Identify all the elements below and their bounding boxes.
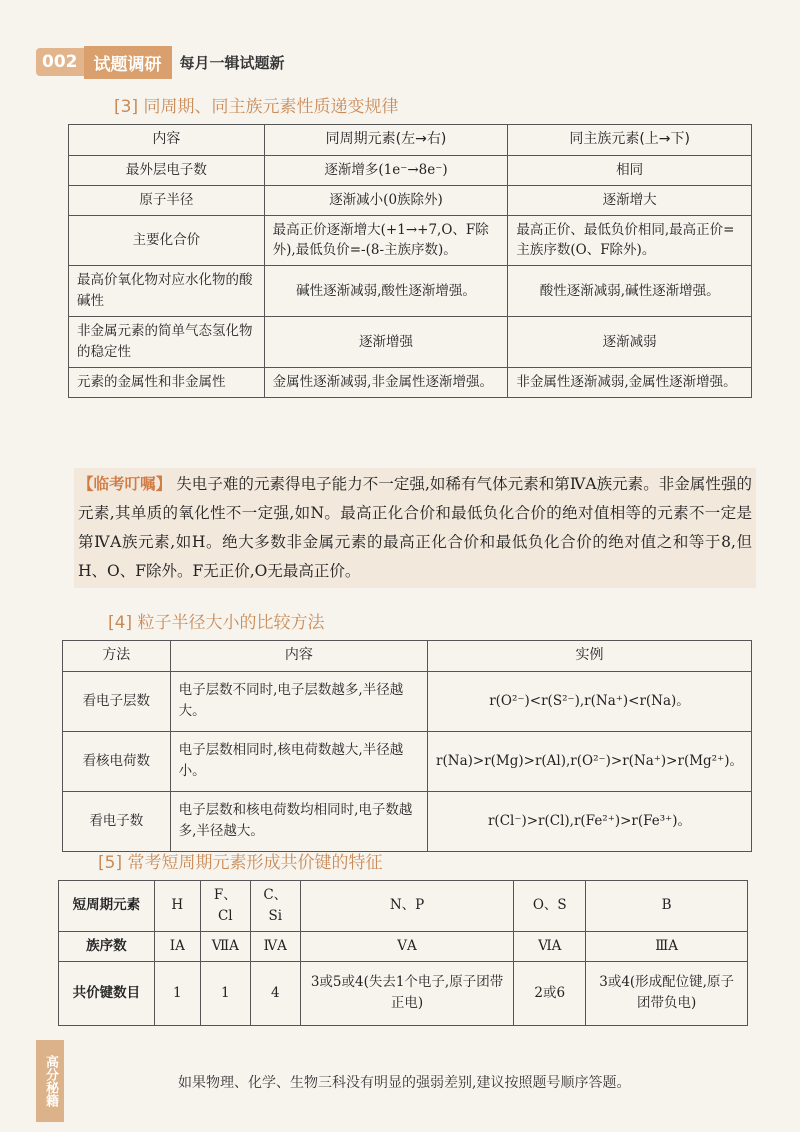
table-cell: 1 xyxy=(200,961,250,1025)
table-row xyxy=(69,368,752,398)
table-cell: 酸性逐渐减弱,碱性逐渐增强。 xyxy=(508,266,752,317)
table-cell: 最高价氧化物对应水化物的酸碱性 xyxy=(69,266,265,317)
table-row xyxy=(59,881,748,932)
row-header: 族序数 xyxy=(59,931,155,961)
table-cell: 最高正价、最低负价相同,最高正价=主族序数(O、F除外)。 xyxy=(508,215,752,266)
header-cell: 同主族元素(上→下) xyxy=(508,125,752,156)
table-cell: 金属性逐渐减弱,非金属性逐渐增强。 xyxy=(264,368,508,398)
table-row xyxy=(63,671,752,731)
table-row xyxy=(59,931,748,961)
periodic-trends-table xyxy=(68,124,752,398)
table-cell: N、P xyxy=(300,881,514,932)
table-cell: r(Na)>r(Mg)>r(Al),r(O²⁻)>r(Na⁺)>r(Mg²⁺)。 xyxy=(428,731,752,791)
table-cell: 非金属元素的简单气态氢化物的稳定性 xyxy=(69,317,265,368)
section4-title: [4] 粒子半径大小的比较方法 xyxy=(108,613,325,633)
radius-comparison-table xyxy=(62,640,752,852)
table-cell: 电子层数不同时,电子层数越多,半径越大。 xyxy=(170,671,427,731)
table-cell: F、Cl xyxy=(200,881,250,932)
table-row xyxy=(69,266,752,317)
table-cell: H xyxy=(154,881,200,932)
header-cell: 内容 xyxy=(170,641,427,672)
table-row xyxy=(69,215,752,266)
table-row xyxy=(69,317,752,368)
table-cell: 非金属性逐渐减弱,金属性逐渐增强。 xyxy=(508,368,752,398)
table-cell: 相同 xyxy=(508,155,752,185)
table-cell: 逐渐增多(1e⁻→8e⁻) xyxy=(264,155,508,185)
table-cell: ⅤA xyxy=(300,931,514,961)
header-cell: 内容 xyxy=(69,125,265,156)
row-header: 短周期元素 xyxy=(59,881,155,932)
table-header-row xyxy=(63,641,752,672)
table-cell: 逐渐减小(0族除外) xyxy=(264,185,508,215)
table-cell: 原子半径 xyxy=(69,185,265,215)
page-number: 002 xyxy=(36,48,84,76)
table-cell: 4 xyxy=(250,961,300,1025)
table-cell: r(O²⁻)<r(S²⁻),r(Na⁺)<r(Na)。 xyxy=(428,671,752,731)
table-cell: 电子层数和核电荷数均相同时,电子数越多,半径越大。 xyxy=(170,791,427,851)
exam-reminder-note xyxy=(74,468,756,588)
table-cell: B xyxy=(586,881,748,932)
table-cell: 3或4(形成配位键,原子团带负电) xyxy=(586,961,748,1025)
table-cell: 看核电荷数 xyxy=(63,731,171,791)
table-cell: 1 xyxy=(154,961,200,1025)
footer-tip: 如果物理、化学、生物三科没有明显的强弱差别,建议按照题号顺序答题。 xyxy=(178,1075,631,1091)
table-cell: ⅦA xyxy=(200,931,250,961)
row-header: 共价键数目 xyxy=(59,961,155,1025)
table-cell: C、Si xyxy=(250,881,300,932)
table-cell: 看电子层数 xyxy=(63,671,171,731)
table-header-row xyxy=(69,125,752,156)
table-row xyxy=(63,731,752,791)
header-cell: 实例 xyxy=(428,641,752,672)
table-cell: ⅢA xyxy=(586,931,748,961)
table-cell: ⅠA xyxy=(154,931,200,961)
table-row xyxy=(69,185,752,215)
table-cell: 逐渐增大 xyxy=(508,185,752,215)
table-row xyxy=(63,791,752,851)
table-cell: 2或6 xyxy=(514,961,586,1025)
table-row xyxy=(59,961,748,1025)
table-cell: 最高正价逐渐增大(+1→+7,O、F除外),最低负价=-(8-主族序数)。 xyxy=(264,215,508,266)
header-cell: 方法 xyxy=(63,641,171,672)
section-label: 试题调研 xyxy=(84,46,172,79)
table-cell: 3或5或4(失去1个电子,原子团带正电) xyxy=(300,961,514,1025)
table-cell: ⅥA xyxy=(514,931,586,961)
header-subtitle: 每月一辑试题新 xyxy=(179,53,285,72)
table-cell: 元素的金属性和非金属性 xyxy=(69,368,265,398)
section5-title: [5] 常考短周期元素形成共价键的特征 xyxy=(98,853,383,873)
table-cell: 最外层电子数 xyxy=(69,155,265,185)
table-cell: ⅣA xyxy=(250,931,300,961)
table-cell: 逐渐减弱 xyxy=(508,317,752,368)
note-text: 失电子难的元素得电子能力不一定强,如稀有气体元素和第ⅣA族元素。非金属性强的元素,其单质的氧化性不一定强,如N。最高正化合价和最低负化合价的绝对值相等的元素不一定是第ⅣA族元素,如H。绝大多数非金属元素的最高正化合价和最低负化合价的绝对值之和等于8,但H、O、F除外。F无正价,O无最高正价。 xyxy=(78,475,752,580)
covalent-bond-table xyxy=(58,880,748,1026)
table-cell: 逐渐增强 xyxy=(264,317,508,368)
table-cell: 看电子数 xyxy=(63,791,171,851)
header-cell: 同周期元素(左→右) xyxy=(264,125,508,156)
page-header xyxy=(36,44,285,80)
table-cell: 碱性逐渐减弱,酸性逐渐增强。 xyxy=(264,266,508,317)
table-cell: r(Cl⁻)>r(Cl),r(Fe²⁺)>r(Fe³⁺)。 xyxy=(428,791,752,851)
table-cell: O、S xyxy=(514,881,586,932)
note-tag: 【临考叮嘱】 xyxy=(78,475,172,493)
section3-title: [3] 同周期、同主族元素性质递变规律 xyxy=(114,97,399,117)
table-row xyxy=(69,155,752,185)
table-cell: 主要化合价 xyxy=(69,215,265,266)
tips-sidebar-tab: 高分秘籍 xyxy=(36,1040,64,1122)
table-cell: 电子层数相同时,核电荷数越大,半径越小。 xyxy=(170,731,427,791)
